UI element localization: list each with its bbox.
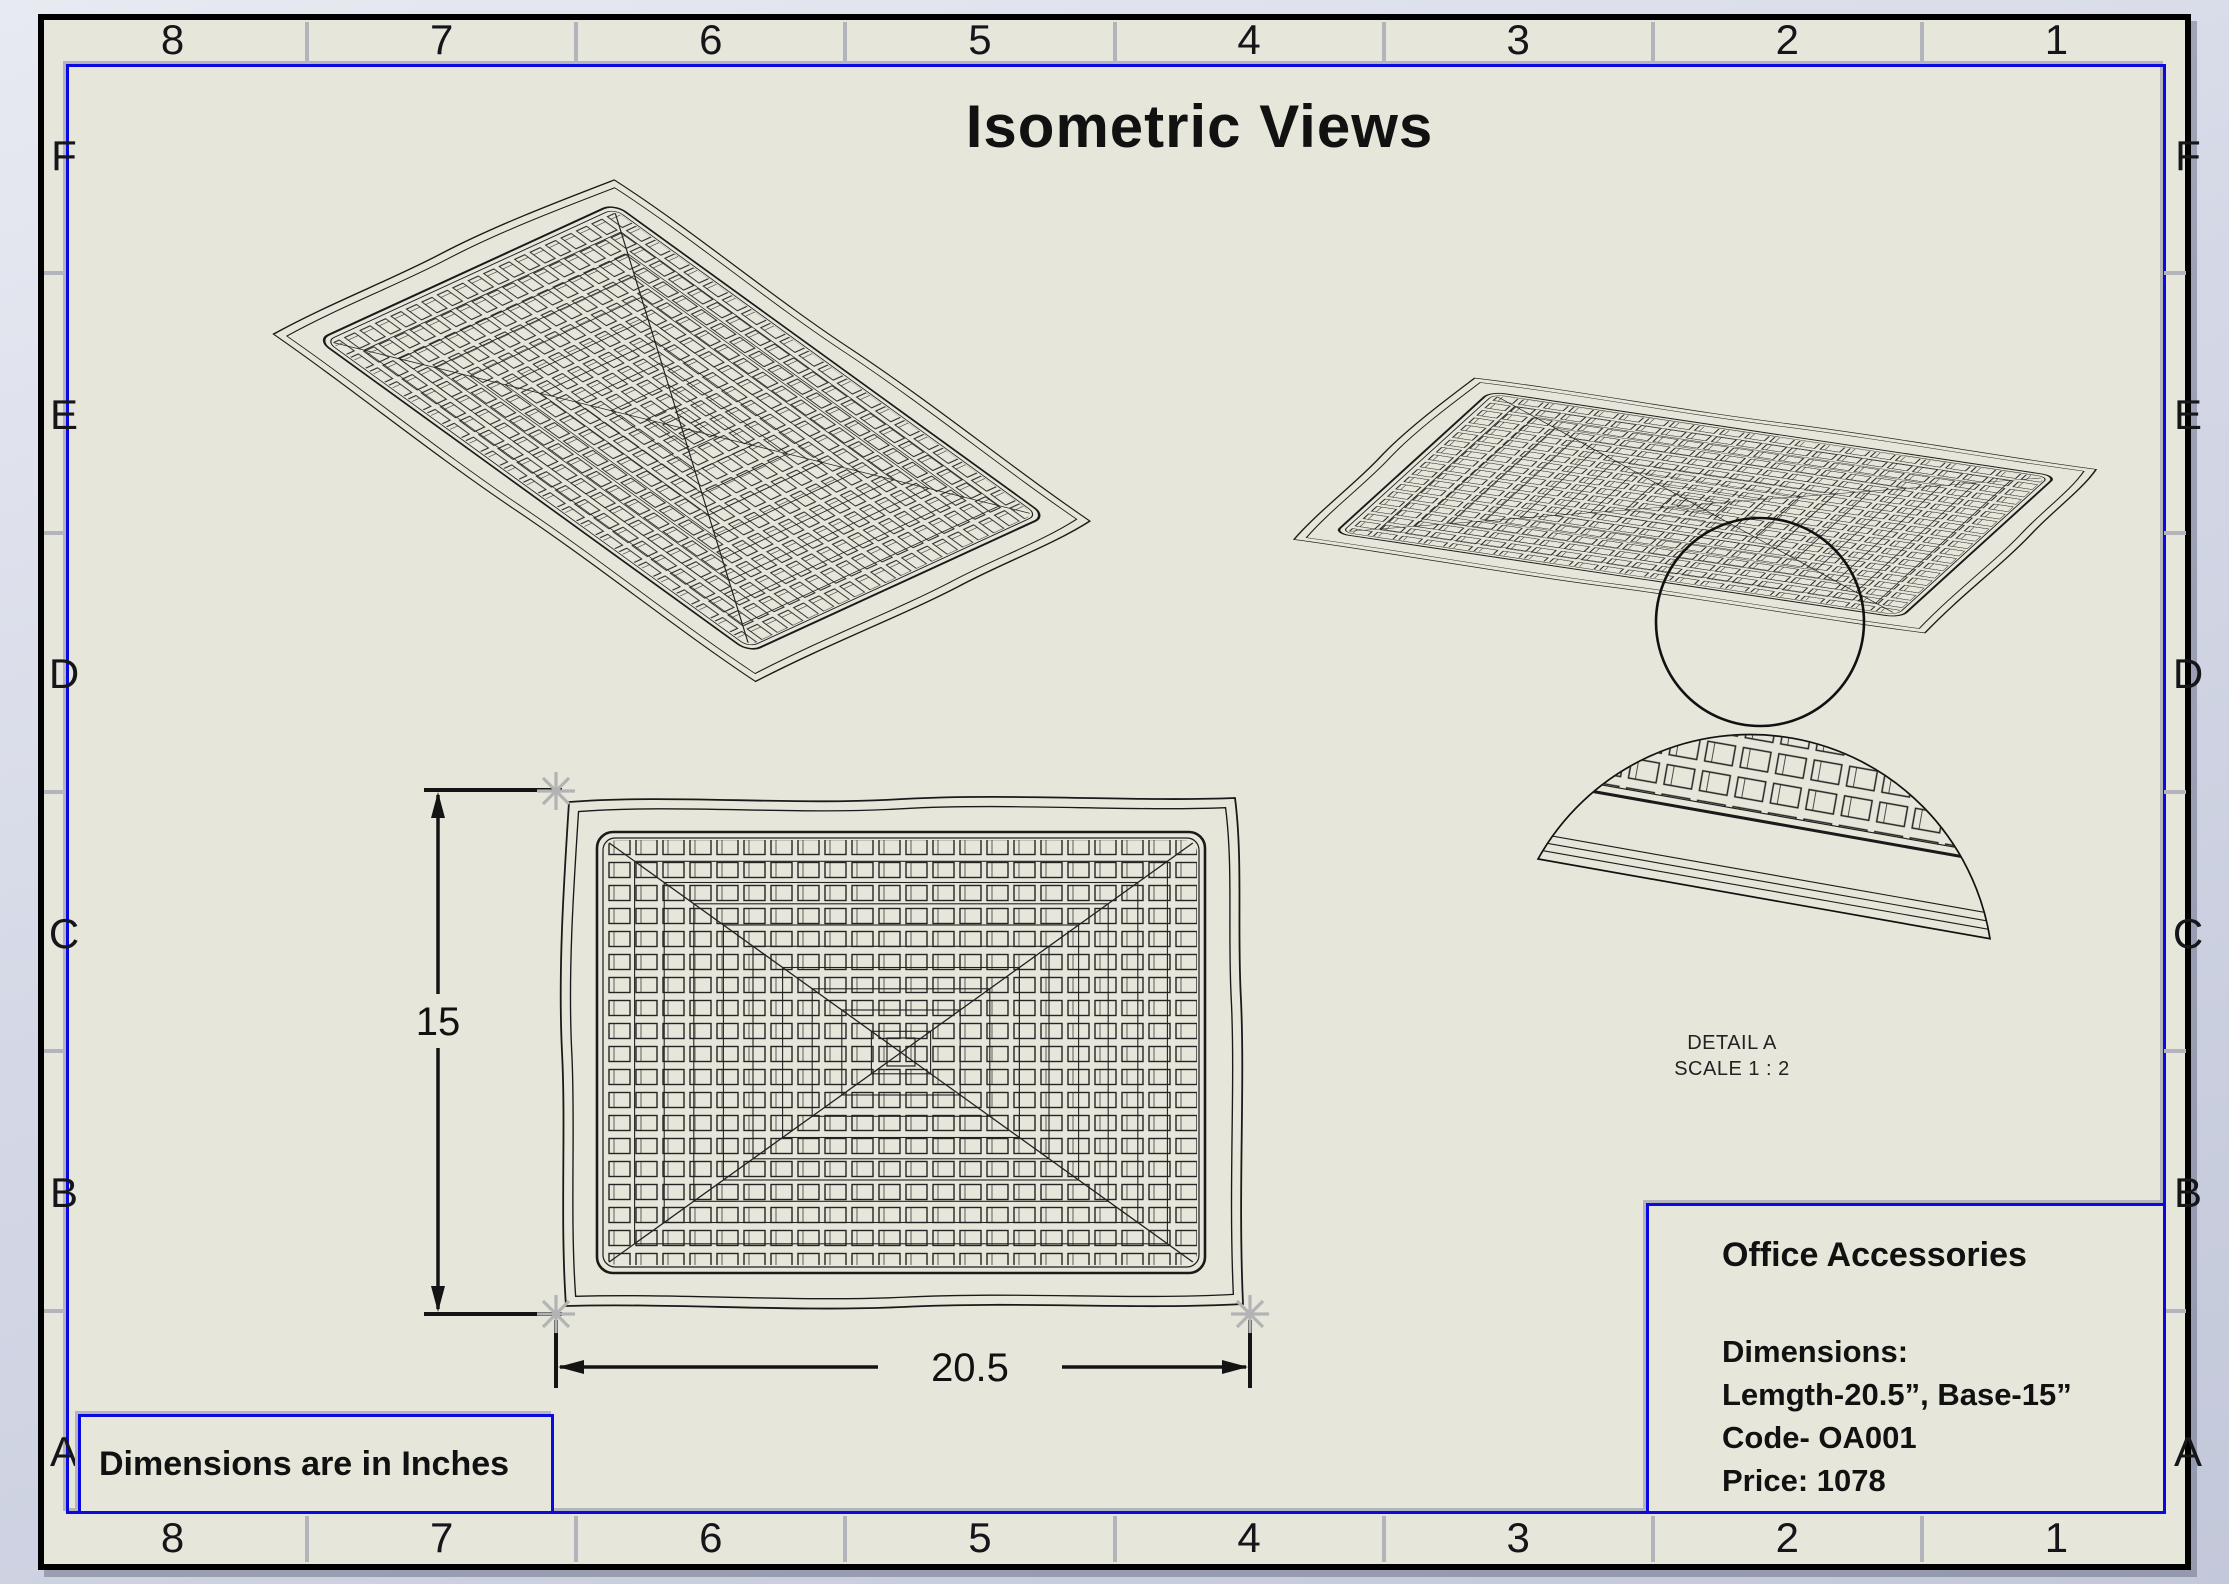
zone-column-label-bottom: 4 (1237, 1514, 1261, 1561)
units-note-box (78, 1414, 554, 1514)
iso-view-1 (268, 174, 1096, 683)
zone-column-label-bottom: 5 (968, 1514, 992, 1561)
detail-scale-label: SCALE 1 : 2 (1674, 1058, 1790, 1080)
zone-column-label-top: 5 (968, 16, 992, 63)
dimension-height (424, 790, 562, 1314)
title-block (1646, 1203, 2166, 1514)
zone-row-label-right: D (2172, 650, 2204, 698)
title-block-line: Lemgth-20.5”, Base-15” (1722, 1377, 2072, 1412)
zone-row-label-right: E (2173, 391, 2202, 438)
zone-column-label-top: 2 (1775, 16, 1799, 63)
iso-view-2 (1288, 375, 2104, 634)
dim-height-value: 15 (415, 1000, 461, 1044)
title-block-line: Dimensions: (1722, 1334, 1909, 1369)
zone-column-label-bottom: 2 (1775, 1514, 1799, 1561)
plan-view (561, 797, 1243, 1309)
zone-row-label-right: F (2175, 131, 2201, 179)
page-title: Isometric Views (965, 93, 1434, 160)
zone-column-label-top: 7 (430, 16, 454, 63)
title-block-heading: Office Accessories (1722, 1236, 2027, 1274)
sketch-point-marker (537, 1295, 575, 1333)
zone-row-label-left: C (48, 909, 80, 957)
zone-row-label-left: F (51, 131, 77, 179)
zone-column-label-bottom: 8 (160, 1514, 185, 1561)
zone-column-label-top: 6 (699, 16, 723, 63)
zone-column-label-bottom: 1 (2044, 1514, 2069, 1561)
detail-view (1528, 688, 2031, 941)
zone-column-label-bottom: 3 (1506, 1514, 1530, 1561)
zone-column-label-bottom: 7 (430, 1514, 454, 1561)
units-note-text: Dimensions are in Inches (99, 1445, 510, 1483)
title-block-line: Price: 1078 (1722, 1463, 1886, 1498)
title-block-line: Code- OA001 (1722, 1420, 1917, 1455)
zone-column-label-bottom: 6 (699, 1514, 723, 1561)
zone-column-label-top: 3 (1506, 16, 1530, 63)
zone-row-label-left: E (49, 391, 78, 438)
zone-column-label-top: 8 (160, 16, 185, 63)
zone-column-label-top: 1 (2044, 16, 2069, 63)
zone-row-label-left: D (48, 650, 80, 698)
dimension-width (556, 1320, 1250, 1388)
detail-label: DETAIL A (1687, 1032, 1777, 1054)
zone-row-label-left: A (49, 1428, 78, 1476)
zone-column-label-top: 4 (1237, 16, 1261, 63)
zone-row-label-right: C (2172, 909, 2204, 957)
zone-row-label-right: A (2173, 1428, 2202, 1476)
zone-row-label-right: B (2173, 1169, 2202, 1216)
sketch-point-marker (1231, 1295, 1269, 1333)
zone-row-label-left: B (49, 1169, 78, 1216)
dim-width-value: 20.5 (931, 1346, 1009, 1390)
